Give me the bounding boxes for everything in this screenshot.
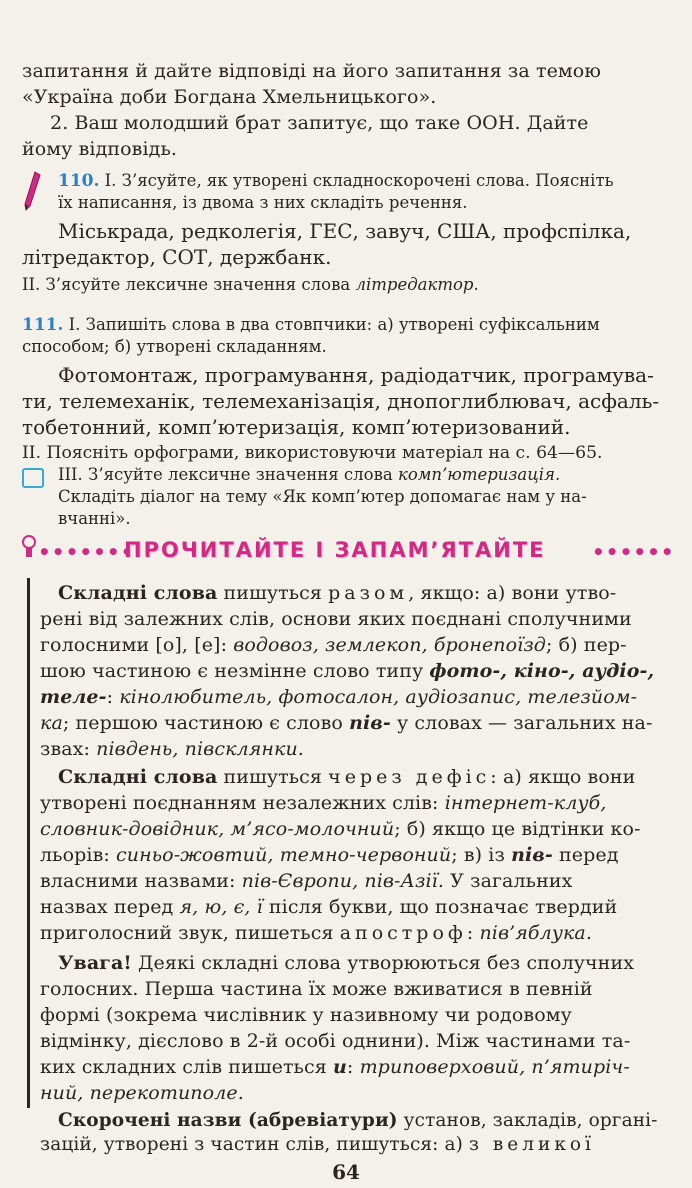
rule-line [40,632,627,658]
heading-dots: ••••••• [38,540,135,564]
rule-line [40,1080,244,1106]
spaced-text: разом [328,582,409,604]
exercise-number: 110. [58,171,100,191]
rule-text: звах: [40,738,97,760]
rule-text: пишуться [217,582,329,604]
rule-text: шою частиною є незмінне слово типу [40,660,430,682]
rule-text: : [466,922,480,944]
text-line: йому відповідь. [22,138,178,160]
example-text: ка [40,712,63,734]
rule-line: відмінку, дієслово в 2-й особі однини). Між частинами та- [40,1030,631,1052]
task-word: комп’ютеризація. [397,465,561,484]
rule-text: : [346,1056,360,1078]
example-text: південь, півсклянки. [96,738,304,760]
example-text: пів-Європи, пів-Азії. [241,870,444,892]
rule-text: У загальних [444,870,573,892]
task-text: III. З’ясуйте лексичне значення слова [58,465,398,484]
task-text: II. З’ясуйте лексичне значення слова [22,275,356,294]
rule-text: після букви, що позначає твердий [262,896,618,918]
rule-line [40,920,592,946]
rule-text: назвах перед [40,896,180,918]
spaced-text: через дефіс [328,766,491,788]
rule-text: , якщо: а) вони утво- [408,582,617,604]
exercise-task [22,274,479,296]
text-line: запитання й дайте відповіді на його запитання за темою [22,60,601,82]
heading-dots: •••••• [592,540,675,564]
text-line: «Україна доби Богдана Хмельницького». [22,86,437,108]
rule-line [40,658,654,684]
rule-line [40,790,606,816]
rule-text: у словах — загальних на- [390,712,653,734]
rule-text: : а) якщо вони [490,766,636,788]
example-text: я, ю, є, ї [179,896,263,918]
rule-line [40,816,641,842]
bold-term: фото-, кіно-, аудіо-, [429,660,655,682]
bulb-icon [22,534,36,562]
rule-text: голосними [о], [е]: [40,634,234,656]
bold-term: пів- [349,712,391,734]
rule-line [40,1054,630,1080]
rule-line [40,894,617,920]
bold-term: Увага! [58,952,132,974]
rule-line [40,868,572,894]
exercise-text: I. З’ясуйте, як утворені складноскорочені слова. Поясніть [104,171,614,190]
example-text: водовоз, землекоп, бронепоїзд [233,634,546,656]
exercise-task [58,464,560,486]
rule-heading-title: ПРОЧИТАЙТЕ І ЗАПАМ’ЯТАЙТЕ [124,538,546,562]
rule-line [58,950,634,976]
rule-line: голосних. Перша частина їх може вживатися в певній [40,978,593,1000]
bold-term: Складні слова [58,766,218,788]
bold-term: Скорочені назви (абревіатури) [58,1110,398,1131]
spaced-text: з великої [468,1134,595,1155]
page-number: 64 [332,1160,360,1184]
rule-line [40,1132,595,1158]
rule-text: утворені поєднанням незалежних слів: [40,792,445,814]
rule-line [40,684,637,710]
rule-line [58,1108,658,1134]
text-line: 2. Ваш молодший брат запитує, що таке ООН. Дайте [50,112,589,134]
exercise-text: їх написання, із двома з них складіть речення. [58,193,468,212]
rule-text: Деякі складні слова утворюються без сполучних [131,952,635,974]
word-list: літредактор, СОТ, держбанк. [22,245,332,269]
rule-line [40,842,619,868]
rule-line [58,580,616,606]
dialog-icon [22,468,44,488]
rule-text: перед [552,844,619,866]
bold-term: Складні слова [58,582,218,604]
exercise-number: 111. [22,315,64,335]
example-text: словник-довідник, м’ясо-молочний [40,818,395,840]
exercise-110-line [58,170,614,192]
rule-line [58,764,635,790]
example-text: синьо-жовтий, темно-червоний [116,844,452,866]
exercise-task: Складіть діалог на тему «Як комп’ютер допомагає нам у на- [58,487,587,506]
rule-heading [22,530,675,570]
rule-text: ; б) пер- [545,634,627,656]
spaced-text: апостроф [339,922,467,944]
rule-text: ; в) із [451,844,512,866]
rule-text: ких складних слів пишеться [40,1056,333,1078]
word-list: тобетонний, комп’ютеризація, комп’ютеризований. [22,415,571,439]
rule-text: льорів: [40,844,117,866]
rule-text: ; першою частиною є слово [62,712,350,734]
exercise-task: вчанні». [58,509,131,528]
word-list: ти, телемеханік, телемеханізація, днопоглиблювач, асфаль- [22,389,660,413]
exercise-111-line [22,314,600,336]
rule-text: власними назвами: [40,870,242,892]
rule-text: приголосний звук, пишеться [40,922,340,944]
exercise-task: II. Поясніть орфограми, використовуючи матеріал на с. 64—65. [22,443,603,463]
exercise-text: способом; б) утворені складанням. [22,337,327,356]
rule-line: рені від залежних слів, основи яких поєднані сполучними [40,608,632,630]
bold-term: пів- [511,844,553,866]
rule-text: пишуться [217,766,329,788]
bold-term: теле- [40,686,107,708]
rule-text: ; б) якщо це відтінки ко- [394,818,641,840]
rule-text: зацій, утворені з частин слів, пишуться: а) [40,1134,469,1155]
example-text: триповерховий, п’ятиріч- [359,1056,630,1078]
rule-line [40,736,304,762]
example-text: інтернет-клуб, [444,792,607,814]
example-text: кінолюбитель, фотосалон, аудіозапис, телезйом- [119,686,638,708]
word-list: Міськрада, редколегія, ГЕС, завуч, США, профспілка, [58,219,632,243]
rule-sidebar-line [27,578,30,1108]
exercise-text: I. Запишіть слова в два стовпчики: а) утворені суфіксальним [68,315,600,334]
rule-line [40,710,652,736]
example-text: ний, перекотиполе. [40,1082,244,1104]
task-word: літредактор. [355,275,479,294]
pencil-icon [22,170,42,212]
rule-text: установ, закладів, органі- [397,1110,658,1131]
word-list: Фотомонтаж, програмування, радіодатчик, програмува- [58,363,654,387]
bold-term: и [332,1056,347,1078]
rule-line: формі (зокрема числівник у називному чи родовому [40,1004,572,1026]
example-text: пів’яблука. [479,922,592,944]
rule-text: : [106,686,120,708]
